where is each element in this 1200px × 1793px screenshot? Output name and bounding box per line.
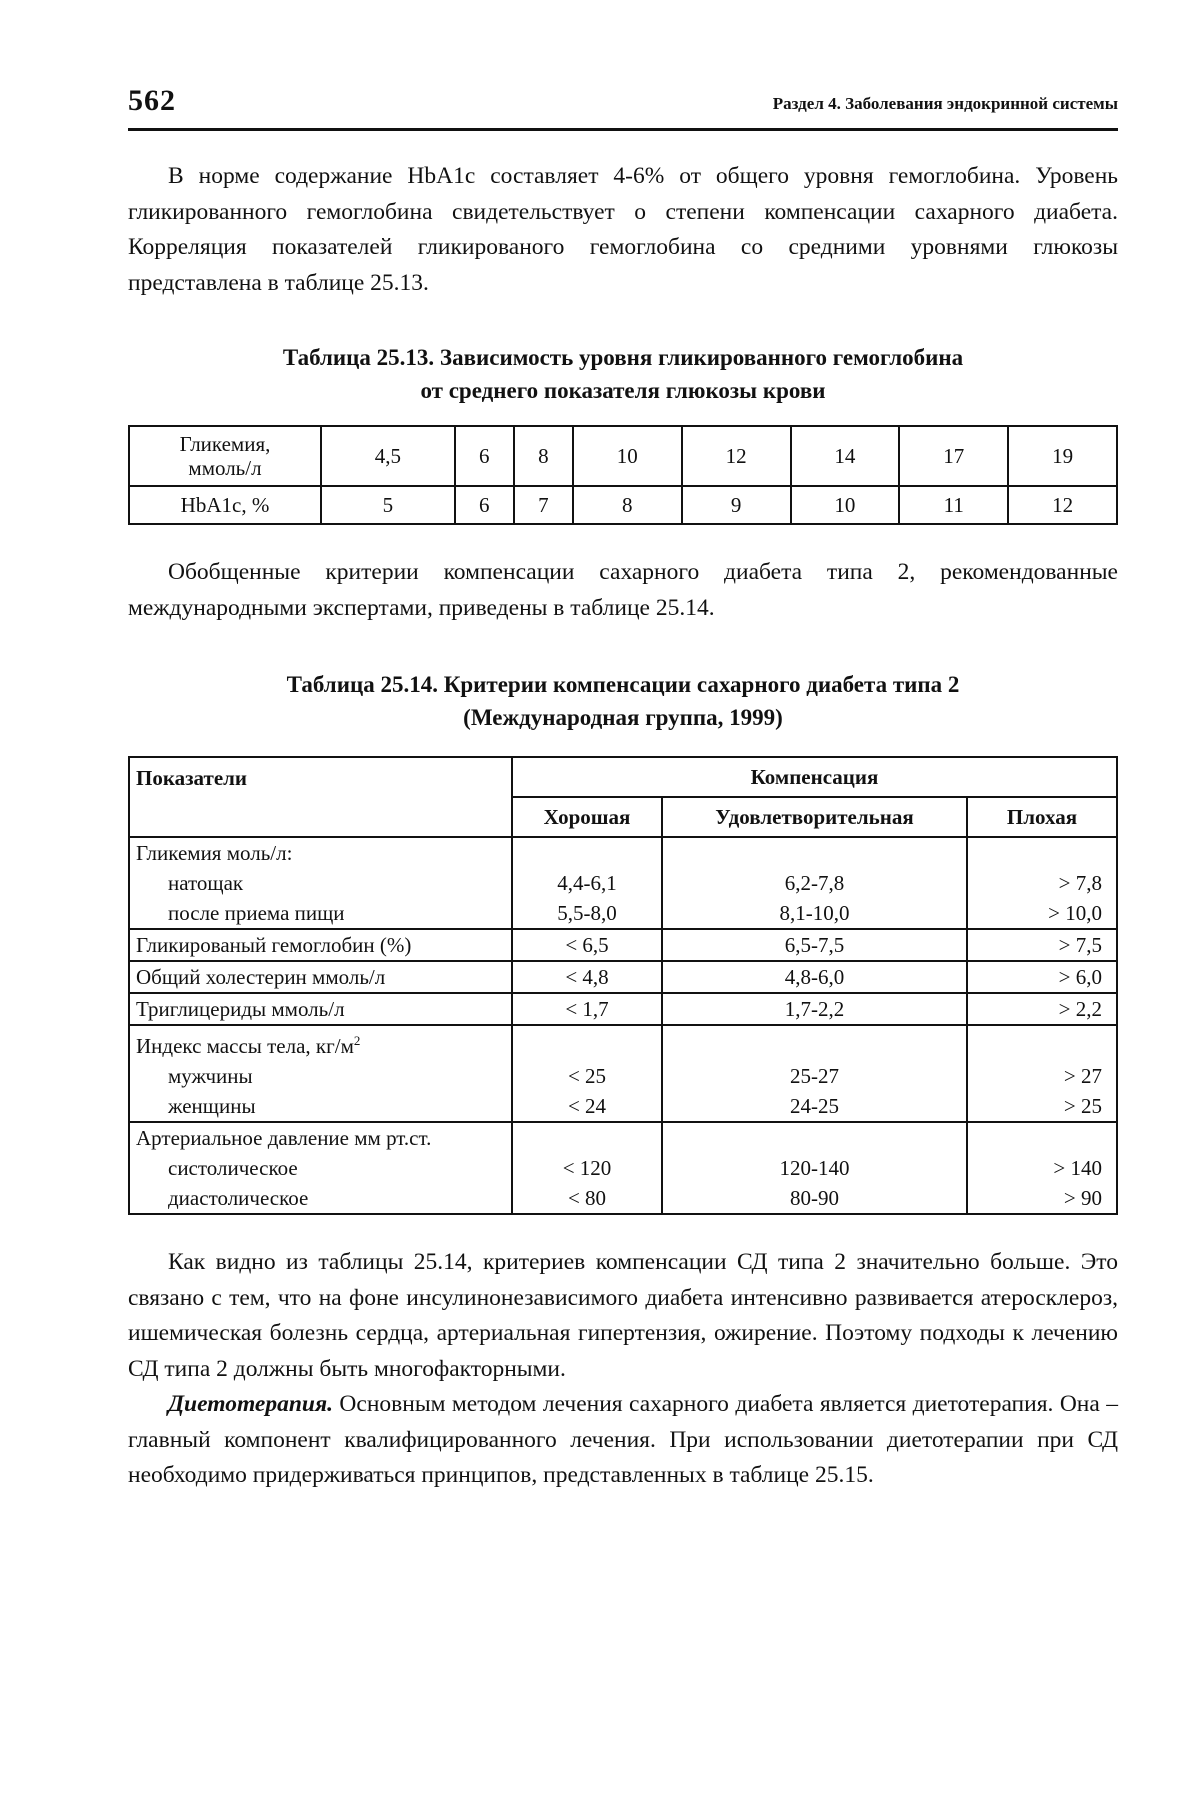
bad-value: > 6,0 [1058,965,1102,989]
good-value: < 120 [562,1156,612,1180]
indicator-title [136,994,511,1024]
table1-cell: 8 [573,486,682,524]
table2-body [129,837,1117,1214]
satisfactory-value: 120-140 [779,1156,850,1180]
good-value: < 4,8 [565,965,609,989]
table1-cell: 14 [791,426,900,486]
indicator-cell [129,837,512,929]
good-value: < 6,5 [565,933,609,957]
indicator-subitem: после приема пищи [168,901,345,925]
indicator-title-text: Триглицериды ммоль/л [136,997,345,1021]
satisfactory-cell [662,929,967,961]
col-compensation: Компенсация [512,757,1117,797]
table1-cell: 5 [321,486,455,524]
table1-cell: 10 [573,426,682,486]
table-row [129,837,1117,929]
good-value: < 1,7 [565,997,609,1021]
table1-cell: 7 [514,486,573,524]
satisfactory-value: 25-27 [790,1064,839,1088]
indicator-cell [129,961,512,993]
table1-row-hba1c [129,486,1117,524]
indicator-subitem: мужчины [168,1064,253,1088]
paragraph-3: Как видно из таблицы 25.14, критериев компенсации СД типа 2 значительно больше. Это связано с тем, что на фоне инсулинонезависимого диабета интенсивно развивается атеросклероз, ишемическая болезнь сердца, артериальная гипертензия, ожирение. Поэтому подходы к лечению СД типа 2 должны быть многофакторными. [128,1249,1118,1382]
table1-cell: 6 [455,426,514,486]
table1-cell: 4,5 [321,426,455,486]
table-row [129,1025,1117,1122]
good-cell [512,961,662,993]
bad-value: > 7,5 [1058,933,1102,957]
bad-cell [967,1122,1117,1214]
book-page [128,78,1118,1494]
indicator-title-text: Гликированый гемоглобин (%) [136,933,412,957]
good-cell [512,993,662,1025]
bad-cell [967,993,1117,1025]
col-good: Хорошая [512,797,662,837]
indicator-cell [129,1025,512,1122]
indicator-title-text: Индекс массы тела, кг/м [136,1034,354,1058]
indicator-title-text: Артериальное давление мм рт.ст. [136,1126,432,1150]
table1-cell: 11 [899,486,1008,524]
satisfactory-cell [662,1122,967,1214]
indicator-title-superscript: 2 [353,1033,361,1048]
bad-cell [967,837,1117,929]
satisfactory-value: 4,8-6,0 [784,965,845,989]
satisfactory-value: 6,2-7,8 [784,871,845,895]
bad-cell [967,961,1117,993]
paragraph-4 [128,1387,1118,1494]
bad-value: > 7,8 [1058,871,1102,895]
satisfactory-cell [662,961,967,993]
table-row [129,961,1117,993]
table2 [128,756,1118,1215]
header-rule [128,128,1118,131]
table1 [128,425,1118,525]
satisfactory-value: 80-90 [790,1186,839,1210]
bad-value: > 140 [1053,1156,1102,1180]
table-row [129,929,1117,961]
bad-value: > 90 [1063,1186,1102,1210]
table1-cell: 17 [899,426,1008,486]
table1-row2-label: HbA1c, % [129,486,321,524]
table-row [129,993,1117,1025]
table1-caption [128,341,1118,407]
indicator-cell [129,929,512,961]
bad-value: > 27 [1063,1064,1102,1088]
section-title: Раздел 4. Заболевания эндокринной системы [772,94,1118,113]
table-row [129,1122,1117,1214]
indicator-subitem: женщины [168,1094,256,1118]
table1-row-glycemia [129,426,1117,486]
indicator-cell [129,1122,512,1214]
running-header [128,78,1118,118]
bad-cell [967,929,1117,961]
diet-therapy-heading: Диетотерапия. [168,1391,333,1417]
indicator-subitem: систолическое [168,1156,298,1180]
indicator-title [136,930,511,960]
good-value: 4,4-6,1 [557,871,617,895]
satisfactory-cell [662,837,967,929]
table2-caption [128,668,1118,734]
satisfactory-value: 1,7-2,2 [784,997,845,1021]
page-number: 562 [128,84,176,117]
indicator-title [136,1123,511,1153]
table1-cell: 19 [1008,426,1117,486]
paragraph-2: Обобщенные критерии компенсации сахарного диабета типа 2, рекомендованные международными экспертами, приведены в таблице 25.14. [128,559,1118,621]
indicator-title [136,1026,511,1061]
table2-caption-line1: Таблица 25.14. Критерии компенсации сахарного диабета типа 2 [286,672,960,697]
good-cell [512,837,662,929]
table1-cell: 9 [682,486,791,524]
indicator-title-text: Общий холестерин ммоль/л [136,965,386,989]
table2-header-row1 [129,757,1117,797]
satisfactory-cell [662,993,967,1025]
col-bad: Плохая [967,797,1117,837]
good-cell [512,1122,662,1214]
indicator-title [136,962,511,992]
satisfactory-cell [662,1025,967,1122]
indicator-title-text: Гликемия моль/л: [136,841,293,865]
table1-caption-line1: Таблица 25.13. Зависимость уровня гликированного гемоглобина [282,345,964,370]
indicator-subitem: диастолическое [168,1186,309,1210]
good-cell [512,929,662,961]
col-indicators: Показатели [129,757,512,837]
paragraph-4-text: Основным методом лечения сахарного диабета является диетотерапия. Она – главный компонент квалифицированного лечения. При использовании диетотерапии при СД необходимо придерживаться принципов, представленных в таблице 25.15. [128,1391,1118,1488]
table2-caption-line2: (Международная группа, 1999) [463,705,783,730]
good-value: < 24 [567,1094,607,1118]
table1-cell: 8 [514,426,573,486]
bad-cell [967,1025,1117,1122]
table1-caption-line2: от среднего показателя глюкозы крови [420,378,826,403]
table1-row1-label-line2: ммоль/л [188,456,262,480]
good-cell [512,1025,662,1122]
table1-row1-label [129,426,321,486]
table1-cell: 10 [791,486,900,524]
paragraph-1: В норме содержание HbA1c составляет 4-6% от общего уровня гемоглобина. Уровень гликированного гемоглобина свидетельствует о степени компенсации сахарного диабета. Корреляция показателей гликированого гемоглобина со средними уровнями глюкозы представлена в таблице 25.13. [128,163,1118,296]
indicator-title [136,838,511,868]
indicator-subitem: натощак [168,871,244,895]
col-satisfactory: Удовлетворительная [662,797,967,837]
table1-cell: 12 [1008,486,1117,524]
good-value: 5,5-8,0 [557,901,617,925]
good-value: < 80 [567,1186,607,1210]
bad-value: > 2,2 [1058,997,1102,1021]
indicator-cell [129,993,512,1025]
satisfactory-value: 8,1-10,0 [779,901,850,925]
table1-row1-label-line1: Гликемия, [179,432,271,456]
satisfactory-value: 6,5-7,5 [784,933,845,957]
satisfactory-value: 24-25 [790,1094,839,1118]
bad-value: > 25 [1063,1094,1102,1118]
good-value: < 25 [567,1064,607,1088]
table1-cell: 6 [455,486,514,524]
table1-cell: 12 [682,426,791,486]
bad-value: > 10,0 [1048,901,1102,925]
